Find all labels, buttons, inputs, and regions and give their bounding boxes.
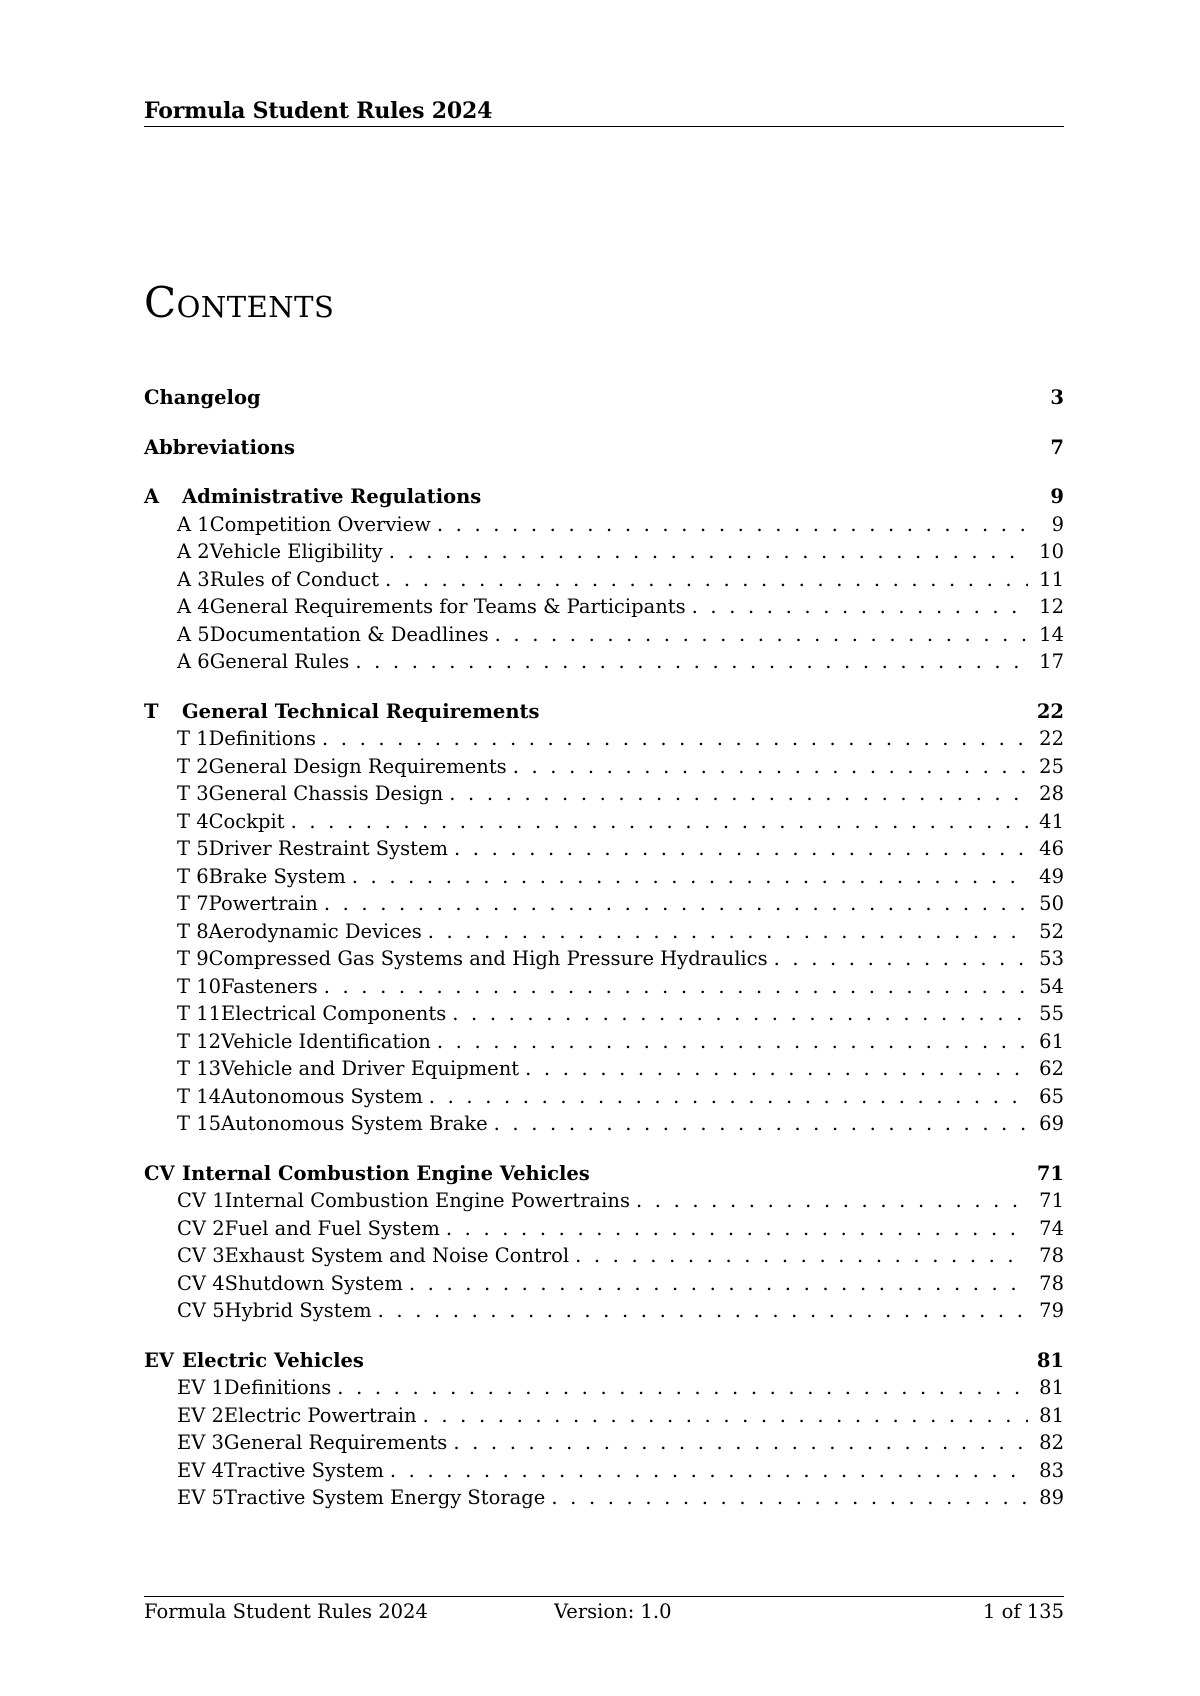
toc-section-link[interactable] bbox=[144, 483, 1064, 511]
toc-section bbox=[144, 1160, 1064, 1325]
toc-entry-link[interactable] bbox=[144, 1402, 1064, 1430]
toc-section-link[interactable] bbox=[144, 384, 1064, 412]
entry-title: Exhaust System and Noise Control bbox=[224, 1244, 570, 1267]
section-page-number: 81 bbox=[1036, 1348, 1064, 1372]
entry-page-number: 61 bbox=[1039, 1029, 1064, 1053]
entry-page-number: 79 bbox=[1039, 1299, 1064, 1322]
entry-number: EV 4 bbox=[177, 1458, 224, 1482]
entry-title: Vehicle and Driver Equipment bbox=[221, 1057, 520, 1080]
entry-title: Documentation & Deadlines bbox=[209, 622, 489, 646]
toc-section bbox=[144, 434, 1064, 462]
entry-number: A 1 bbox=[177, 512, 210, 536]
dot-leader bbox=[324, 890, 1028, 918]
section-title: Electric Vehicles bbox=[182, 1348, 364, 1372]
dot-leader bbox=[525, 1055, 1028, 1083]
entry-number: EV 3 bbox=[177, 1431, 224, 1454]
dot-leader bbox=[355, 648, 1028, 676]
toc-entry-link[interactable] bbox=[144, 1374, 1064, 1402]
toc-section-link[interactable] bbox=[144, 1347, 1064, 1375]
toc-section bbox=[144, 698, 1064, 1138]
dot-leader bbox=[551, 1484, 1028, 1512]
dot-leader bbox=[453, 1429, 1028, 1457]
running-header bbox=[144, 98, 1064, 127]
toc-entry-link[interactable] bbox=[144, 511, 1064, 539]
entry-title: Brake System bbox=[208, 864, 346, 888]
toc-entry-link[interactable] bbox=[144, 1215, 1064, 1243]
dot-leader bbox=[774, 945, 1028, 973]
entry-title: Compressed Gas Systems and High Pressure Hydraulics bbox=[208, 947, 768, 970]
toc-entry-link[interactable] bbox=[144, 945, 1064, 973]
entry-page-number: 49 bbox=[1039, 864, 1064, 888]
toc-section bbox=[144, 384, 1064, 412]
entry-title: Hybrid System bbox=[224, 1299, 372, 1322]
entry-page-number: 22 bbox=[1039, 727, 1064, 750]
entry-number: A 3 bbox=[177, 567, 210, 591]
toc-section bbox=[144, 483, 1064, 676]
dot-leader bbox=[428, 918, 1028, 946]
dot-leader bbox=[423, 1402, 1028, 1430]
toc-entry-link[interactable] bbox=[144, 863, 1064, 891]
table-of-contents bbox=[144, 384, 1064, 1534]
toc-entry-link[interactable] bbox=[144, 973, 1064, 1001]
toc-entry-link[interactable] bbox=[144, 725, 1064, 753]
toc-entry-link[interactable] bbox=[144, 1083, 1064, 1111]
entry-number: EV 5 bbox=[177, 1486, 224, 1509]
dot-leader bbox=[494, 1110, 1028, 1138]
entry-title: Rules of Conduct bbox=[209, 567, 380, 591]
entry-title: Tractive System Energy Storage bbox=[223, 1486, 546, 1509]
entry-number: T 10 bbox=[177, 974, 222, 998]
dot-leader bbox=[446, 1215, 1028, 1243]
entry-title: Fuel and Fuel System bbox=[224, 1216, 440, 1240]
section-page-number: 9 bbox=[1050, 485, 1064, 508]
entry-number: EV 1 bbox=[177, 1376, 224, 1399]
dot-leader bbox=[575, 1242, 1028, 1270]
toc-entry-link[interactable] bbox=[144, 1429, 1064, 1457]
section-title: Abbreviations bbox=[144, 435, 296, 459]
toc-entry-link[interactable] bbox=[144, 1297, 1064, 1325]
entry-title: General Design Requirements bbox=[208, 754, 507, 778]
dot-leader bbox=[429, 1083, 1028, 1111]
entry-number: T 9 bbox=[177, 947, 209, 970]
section-number: CV bbox=[144, 1161, 175, 1185]
section-page-number: 7 bbox=[1050, 435, 1064, 459]
entry-number: EV 2 bbox=[177, 1403, 224, 1427]
entry-number: CV 3 bbox=[177, 1244, 225, 1267]
dot-leader bbox=[378, 1297, 1028, 1325]
entry-page-number: 71 bbox=[1039, 1189, 1064, 1212]
entry-number: CV 5 bbox=[177, 1299, 225, 1322]
dot-leader bbox=[324, 973, 1028, 1001]
entry-page-number: 14 bbox=[1039, 622, 1064, 646]
entry-title: Cockpit bbox=[208, 809, 285, 833]
dot-leader bbox=[449, 780, 1028, 808]
entry-page-number: 78 bbox=[1039, 1244, 1064, 1267]
section-title: Internal Combustion Engine Vehicles bbox=[182, 1161, 590, 1185]
entry-number: CV 4 bbox=[177, 1271, 225, 1295]
toc-entry-link[interactable] bbox=[144, 918, 1064, 946]
entry-page-number: 54 bbox=[1039, 974, 1064, 998]
toc-entry-link[interactable] bbox=[144, 538, 1064, 566]
section-page-number: 3 bbox=[1050, 386, 1064, 409]
entry-title: Competition Overview bbox=[209, 512, 431, 536]
dot-leader bbox=[291, 808, 1028, 836]
dot-leader bbox=[452, 1000, 1028, 1028]
entry-number: T 13 bbox=[177, 1057, 222, 1080]
page-title: Contents bbox=[144, 278, 335, 327]
entry-number: T 2 bbox=[177, 754, 209, 778]
entry-title: General Requirements bbox=[223, 1431, 448, 1454]
entry-number: T 1 bbox=[177, 727, 209, 750]
toc-entry-link[interactable] bbox=[144, 835, 1064, 863]
entry-page-number: 65 bbox=[1039, 1084, 1064, 1108]
entry-page-number: 62 bbox=[1039, 1057, 1064, 1080]
toc-section-link[interactable] bbox=[144, 1160, 1064, 1188]
entry-page-number: 10 bbox=[1039, 540, 1064, 563]
dot-leader bbox=[454, 835, 1028, 863]
toc-section-link[interactable] bbox=[144, 698, 1064, 726]
entry-number: T 6 bbox=[177, 864, 209, 888]
entry-page-number: 28 bbox=[1039, 782, 1064, 805]
dot-leader bbox=[513, 753, 1028, 781]
section-title: Changelog bbox=[144, 386, 261, 409]
footer-page-number: 1 of 135 bbox=[983, 1600, 1064, 1623]
entry-title: Vehicle Identification bbox=[221, 1029, 431, 1053]
entry-page-number: 83 bbox=[1039, 1458, 1064, 1482]
entry-number: A 5 bbox=[177, 622, 210, 646]
entry-title: General Chassis Design bbox=[208, 782, 444, 805]
entry-number: T 7 bbox=[177, 892, 209, 915]
dot-leader bbox=[409, 1270, 1028, 1298]
entry-page-number: 9 bbox=[1051, 512, 1064, 536]
entry-page-number: 11 bbox=[1039, 567, 1064, 591]
dot-leader bbox=[352, 863, 1028, 891]
dot-leader bbox=[390, 1457, 1028, 1485]
section-title: Administrative Regulations bbox=[182, 485, 482, 508]
dot-leader bbox=[437, 511, 1028, 539]
toc-entry-link[interactable] bbox=[144, 593, 1064, 621]
toc-entry-link[interactable] bbox=[144, 1270, 1064, 1298]
entry-page-number: 12 bbox=[1039, 595, 1064, 618]
section-title: General Technical Requirements bbox=[182, 699, 540, 723]
section-number: T bbox=[144, 699, 159, 723]
entry-page-number: 52 bbox=[1039, 919, 1064, 943]
entry-title: Definitions bbox=[208, 727, 316, 750]
entry-page-number: 55 bbox=[1039, 1002, 1064, 1025]
entry-title: Autonomous System bbox=[221, 1084, 423, 1108]
entry-page-number: 25 bbox=[1039, 754, 1064, 778]
entry-title: Autonomous System Brake bbox=[221, 1112, 488, 1135]
entry-page-number: 41 bbox=[1039, 809, 1064, 833]
entry-page-number: 17 bbox=[1039, 650, 1064, 673]
toc-entry-link[interactable] bbox=[144, 1484, 1064, 1512]
toc-entry-link[interactable] bbox=[144, 1187, 1064, 1215]
entry-number: A 4 bbox=[177, 595, 210, 618]
toc-entry-link[interactable] bbox=[144, 566, 1064, 594]
entry-page-number: 69 bbox=[1039, 1112, 1064, 1135]
toc-section bbox=[144, 1347, 1064, 1512]
entry-title: Fasteners bbox=[221, 974, 318, 998]
toc-section-link[interactable] bbox=[144, 434, 1064, 462]
entry-title: General Requirements for Teams & Participants bbox=[209, 595, 686, 618]
entry-title: Vehicle Eligibility bbox=[209, 540, 383, 563]
entry-number: CV 1 bbox=[177, 1189, 225, 1212]
entry-number: T 14 bbox=[177, 1084, 222, 1108]
dot-leader bbox=[322, 725, 1028, 753]
entry-number: T 12 bbox=[177, 1029, 222, 1053]
section-page-number: 22 bbox=[1036, 699, 1064, 723]
toc-entry-link[interactable] bbox=[144, 1055, 1064, 1083]
dot-leader bbox=[495, 621, 1028, 649]
dot-leader bbox=[337, 1374, 1028, 1402]
dot-leader bbox=[692, 593, 1028, 621]
entry-title: General Rules bbox=[209, 650, 350, 673]
toc-entry-link[interactable] bbox=[144, 648, 1064, 676]
toc-entry-link[interactable] bbox=[144, 780, 1064, 808]
entry-title: Powertrain bbox=[208, 892, 318, 915]
entry-number: T 11 bbox=[177, 1002, 222, 1025]
entry-page-number: 53 bbox=[1039, 947, 1064, 970]
toc-entry-link[interactable] bbox=[144, 890, 1064, 918]
entry-title: Electric Powertrain bbox=[223, 1403, 417, 1427]
toc-entry-link[interactable] bbox=[144, 1000, 1064, 1028]
entry-page-number: 78 bbox=[1039, 1271, 1064, 1295]
entry-number: A 6 bbox=[177, 650, 210, 673]
entry-number: T 4 bbox=[177, 809, 209, 833]
entry-page-number: 46 bbox=[1039, 837, 1064, 860]
running-footer bbox=[144, 1596, 1064, 1623]
entry-number: T 8 bbox=[177, 919, 209, 943]
entry-number: T 3 bbox=[177, 782, 209, 805]
entry-page-number: 81 bbox=[1039, 1376, 1064, 1399]
entry-title: Electrical Components bbox=[221, 1002, 447, 1025]
dot-leader bbox=[437, 1028, 1028, 1056]
toc-entry-link[interactable] bbox=[144, 808, 1064, 836]
dot-leader bbox=[636, 1187, 1028, 1215]
footer-version: Version: 1.0 bbox=[554, 1600, 672, 1623]
entry-page-number: 82 bbox=[1039, 1431, 1064, 1454]
entry-page-number: 74 bbox=[1039, 1216, 1064, 1240]
section-number: A bbox=[144, 485, 160, 508]
entry-number: T 5 bbox=[177, 837, 209, 860]
toc-entry-link[interactable] bbox=[144, 1457, 1064, 1485]
dot-leader bbox=[389, 538, 1028, 566]
entry-title: Definitions bbox=[223, 1376, 332, 1399]
entry-title: Driver Restraint System bbox=[208, 837, 448, 860]
entry-title: Internal Combustion Engine Powertrains bbox=[224, 1189, 630, 1212]
entry-title: Shutdown System bbox=[224, 1271, 403, 1295]
entry-page-number: 50 bbox=[1039, 892, 1064, 915]
section-page-number: 71 bbox=[1036, 1161, 1064, 1185]
toc-entry-link[interactable] bbox=[144, 1110, 1064, 1138]
entry-number: A 2 bbox=[177, 540, 210, 563]
header-title: Formula Student Rules 2024 bbox=[144, 98, 493, 124]
entry-title: Aerodynamic Devices bbox=[208, 919, 422, 943]
footer-document-title: Formula Student Rules 2024 bbox=[144, 1600, 428, 1623]
toc-entry-link[interactable] bbox=[144, 753, 1064, 781]
toc-entry-link[interactable] bbox=[144, 1028, 1064, 1056]
entry-number: CV 2 bbox=[177, 1216, 225, 1240]
toc-entry-link[interactable] bbox=[144, 1242, 1064, 1270]
dot-leader bbox=[385, 566, 1028, 594]
entry-number: T 15 bbox=[177, 1112, 222, 1135]
entry-page-number: 89 bbox=[1039, 1486, 1064, 1509]
entry-title: Tractive System bbox=[223, 1458, 384, 1482]
entry-page-number: 81 bbox=[1039, 1403, 1064, 1427]
toc-entry-link[interactable] bbox=[144, 621, 1064, 649]
section-number: EV bbox=[144, 1348, 174, 1372]
